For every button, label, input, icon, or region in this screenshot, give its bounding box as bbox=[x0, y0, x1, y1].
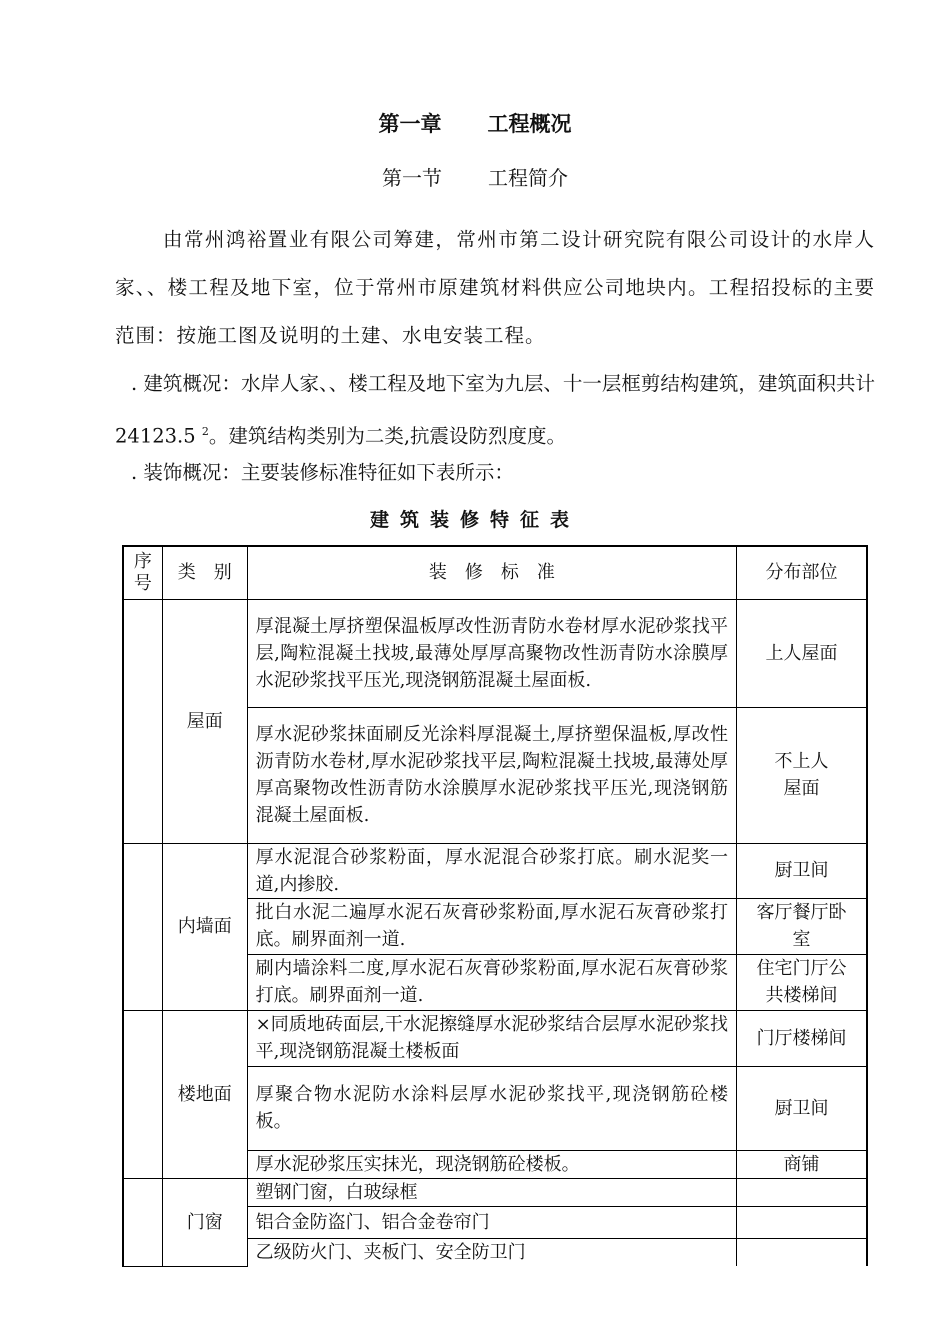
table-row bbox=[123, 843, 867, 898]
table-row bbox=[123, 1178, 867, 1206]
chapter-title: 工程概况 bbox=[487, 112, 572, 136]
standard-cell: 塑钢门窗，白玻绿框 bbox=[247, 1178, 736, 1206]
location-cell: 不上人屋面 bbox=[737, 707, 867, 843]
header-location: 分布部位 bbox=[737, 546, 867, 599]
location-cell: 厨卫间 bbox=[737, 843, 867, 898]
location-cell bbox=[737, 1238, 867, 1266]
location-cell: 客厅餐厅卧室 bbox=[737, 898, 867, 954]
category-cell-interior-wall: 内墙面 bbox=[162, 843, 247, 1010]
decoration-spec-table bbox=[122, 545, 868, 1267]
standard-cell: 批白水泥二遍厚水泥石灰膏砂浆粉面,厚水泥石灰膏砂浆打底。刷界面剂一道. bbox=[247, 898, 736, 954]
standard-cell: 厚聚合物水泥防水涂料层厚水泥砂浆找平,现浇钢筋砼楼板。 bbox=[247, 1066, 736, 1150]
building-structure-text: 。建筑结构类别为二类,抗震设防烈度度。 bbox=[208, 424, 567, 448]
category-cell-doors-windows: 门窗 bbox=[162, 1178, 247, 1266]
table-title: 建筑装修特征表 bbox=[369, 509, 580, 531]
header-category: 类 别 bbox=[162, 546, 247, 599]
location-cell: 住宅门厅公共楼梯间 bbox=[737, 954, 867, 1010]
category-cell-floor: 楼地面 bbox=[162, 1010, 247, 1178]
location-cell bbox=[737, 1178, 867, 1206]
standard-cell: 乙级防火门、夹板门、安全防卫门 bbox=[247, 1238, 736, 1266]
standard-cell: ×同质地砖面层,干水泥擦缝厚水泥砂浆结合层厚水泥砂浆找平,现浇钢筋混凝土楼板面 bbox=[247, 1010, 736, 1066]
header-seq: 序号 bbox=[123, 546, 162, 599]
table-row bbox=[123, 1010, 867, 1066]
decoration-overview-paragraph: . 装饰概况：主要装修标准特征如下表所示： bbox=[131, 461, 514, 484]
building-area-superscript: 2 bbox=[201, 425, 209, 438]
seq-cell bbox=[123, 1178, 162, 1266]
table-row bbox=[123, 599, 867, 707]
location-cell: 商铺 bbox=[737, 1150, 867, 1178]
chapter-heading bbox=[0, 108, 950, 138]
section-heading bbox=[0, 162, 950, 191]
section-number: 第一节 bbox=[382, 166, 442, 190]
intro-paragraph: 由常州鸿裕置业有限公司筹建，常州市第二设计研究院有限公司设计的水岸人家、、楼工程及地下室，位于常州市原建筑材料供应公司地块内。工程招投标的主要范围：按施工图及说明的土建、水电安装工程。 bbox=[115, 228, 875, 347]
standard-cell: 厚水泥混合砂浆粉面，厚水泥混合砂浆打底。刷水泥奖一道,内掺胶. bbox=[247, 843, 736, 898]
seq-cell bbox=[123, 599, 162, 843]
standard-cell: 厚水泥砂浆抹面刷反光涂料厚混凝土,厚挤塑保温板,厚改性沥青防水卷材,厚水泥砂浆找平层,陶粒混凝土找坡,最薄处厚厚高聚物改性沥青防水涂膜厚水泥砂浆找平压光,现浇钢筋混凝土屋面板. bbox=[247, 707, 736, 843]
category-cell-roof: 屋面 bbox=[162, 599, 247, 843]
seq-cell bbox=[123, 843, 162, 1010]
chapter-number: 第一章 bbox=[378, 112, 442, 136]
section-title: 工程简介 bbox=[488, 166, 568, 190]
building-overview-paragraph bbox=[115, 360, 875, 461]
building-overview-text: . 建筑概况：水岸人家、、楼工程及地下室为九层、十一层框剪结构建筑，建筑面积共计 bbox=[131, 372, 875, 395]
building-area-value: 24123.5 bbox=[115, 424, 196, 448]
location-cell: 上人屋面 bbox=[737, 599, 867, 707]
standard-cell: 铝合金防盗门、铝合金卷帘门 bbox=[247, 1206, 736, 1238]
location-cell: 厨卫间 bbox=[737, 1066, 867, 1150]
standard-cell: 刷内墙涂料二度,厚水泥石灰膏砂浆粉面,厚水泥石灰膏砂浆打底。刷界面剂一道. bbox=[247, 954, 736, 1010]
header-standard: 装 修 标 准 bbox=[247, 546, 736, 599]
table-header-row bbox=[123, 546, 867, 599]
location-cell bbox=[737, 1206, 867, 1238]
standard-cell: 厚水泥砂浆压实抹光，现浇钢筋砼楼板。 bbox=[247, 1150, 736, 1178]
seq-cell bbox=[123, 1010, 162, 1178]
location-cell: 门厅楼梯间 bbox=[737, 1010, 867, 1066]
standard-cell: 厚混凝土厚挤塑保温板厚改性沥青防水卷材厚水泥砂浆找平层,陶粒混凝土找坡,最薄处厚厚高聚物改性沥青防水涂膜厚水泥砂浆找平压光,现浇钢筋混凝土屋面板. bbox=[247, 599, 736, 707]
